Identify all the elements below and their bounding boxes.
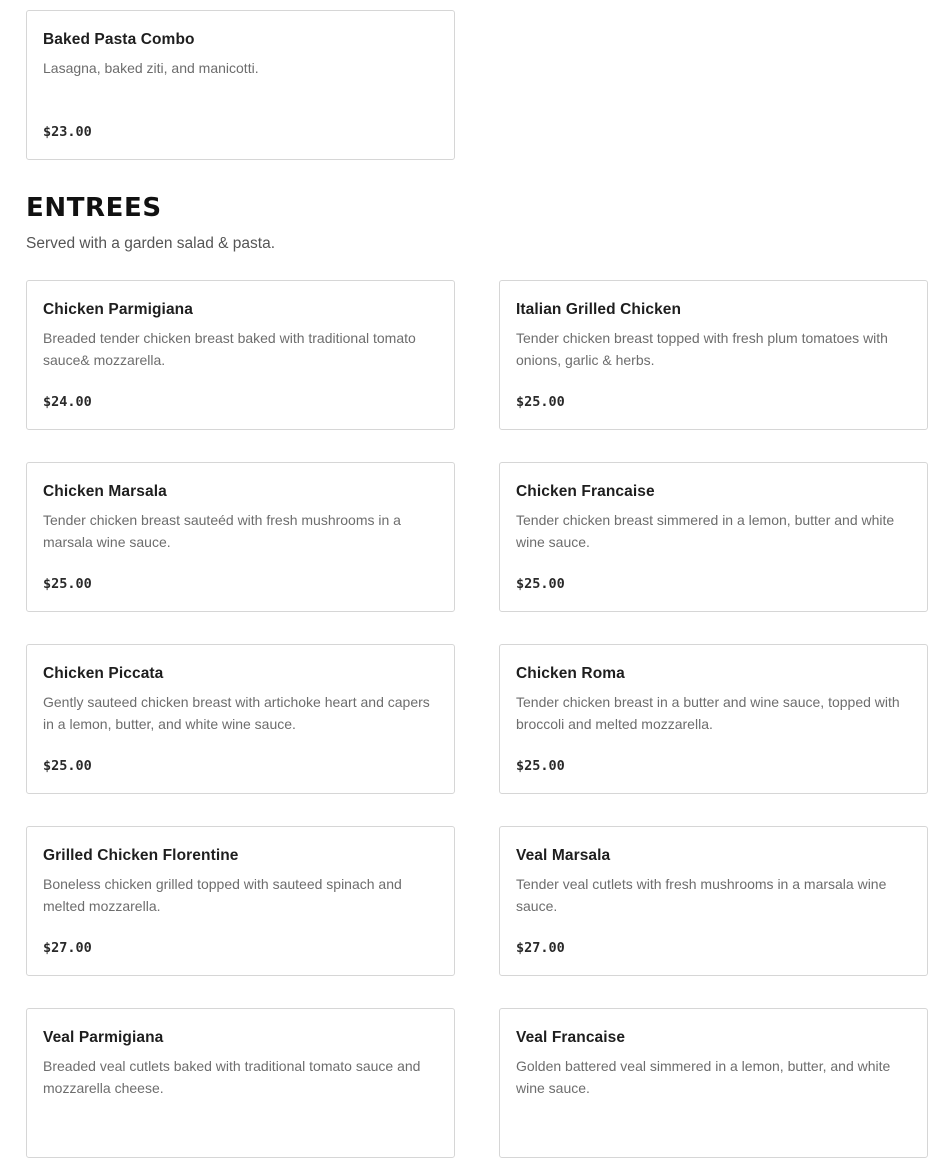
menu-item-price: $25.00 [516, 576, 565, 592]
menu-item-description: Lasagna, baked ziti, and manicotti. [43, 60, 259, 76]
menu-item-name: Veal Marsala [516, 847, 611, 864]
menu-item-price: $23.00 [43, 124, 92, 140]
menu-item-card[interactable] [26, 10, 455, 160]
menu-item-name: Chicken Francaise [516, 483, 655, 500]
menu-item-name: Chicken Roma [516, 665, 625, 682]
menu-item-card[interactable] [499, 280, 928, 430]
menu-item-description: Breaded veal cutlets baked with traditional tomato sauce and mozzarella cheese. [43, 1058, 421, 1096]
menu-item-name: Chicken Piccata [43, 665, 164, 682]
menu-item-description: Golden battered veal simmered in a lemon, butter, and white wine sauce. [516, 1058, 891, 1096]
menu-item-card[interactable] [499, 826, 928, 976]
menu-item-card[interactable] [26, 1008, 455, 1158]
menu-item-name: Veal Francaise [516, 1029, 626, 1046]
menu-item-card[interactable] [26, 644, 455, 794]
menu-item-name: Chicken Parmigiana [43, 301, 193, 318]
menu-item-description: Tender veal cutlets with fresh mushrooms in a marsala wine sauce. [516, 876, 887, 914]
section-subtitle: Served with a garden salad & pasta. [26, 235, 276, 252]
menu-item-description: Tender chicken breast sauteéd with fresh mushrooms in a marsala wine sauce. [43, 512, 401, 550]
menu-item-description: Breaded tender chicken breast baked with traditional tomato sauce& mozzarella. [43, 330, 416, 368]
menu-item-price: $27.00 [43, 940, 92, 956]
menu-item-price: $25.00 [516, 758, 565, 774]
menu-item-price: $24.00 [43, 394, 92, 410]
menu-item-card[interactable] [26, 826, 455, 976]
menu-item-name: Chicken Marsala [43, 483, 167, 500]
menu-item-description: Gently sauteed chicken breast with artichoke heart and capers in a lemon, butter, and white wine sauce. [43, 694, 430, 732]
menu-item-description: Tender chicken breast in a butter and wine sauce, topped with broccoli and melted mozzarella. [516, 694, 900, 732]
menu-item-description: Tender chicken breast simmered in a lemon, butter and white wine sauce. [516, 512, 895, 550]
menu-item-card[interactable] [499, 644, 928, 794]
menu-item-description: Tender chicken breast topped with fresh plum tomatoes with onions, garlic & herbs. [516, 330, 888, 368]
menu-item-name: Veal Parmigiana [43, 1029, 164, 1046]
menu-item-name: Italian Grilled Chicken [516, 301, 682, 318]
menu-item-name: Grilled Chicken Florentine [43, 847, 239, 864]
menu-item-price: $25.00 [43, 576, 92, 592]
menu-item-price: $25.00 [516, 394, 565, 410]
menu-item-name: Baked Pasta Combo [43, 31, 195, 48]
menu-item-card[interactable] [26, 462, 455, 612]
menu-item-card[interactable] [499, 1008, 928, 1158]
menu-item-card[interactable] [499, 462, 928, 612]
section-title: ENTREES [26, 193, 162, 223]
menu-item-price: $27.00 [516, 940, 565, 956]
menu-item-description: Boneless chicken grilled topped with sauteed spinach and melted mozzarella. [43, 876, 402, 914]
menu-item-price: $25.00 [43, 758, 92, 774]
menu-item-card[interactable] [26, 280, 455, 430]
